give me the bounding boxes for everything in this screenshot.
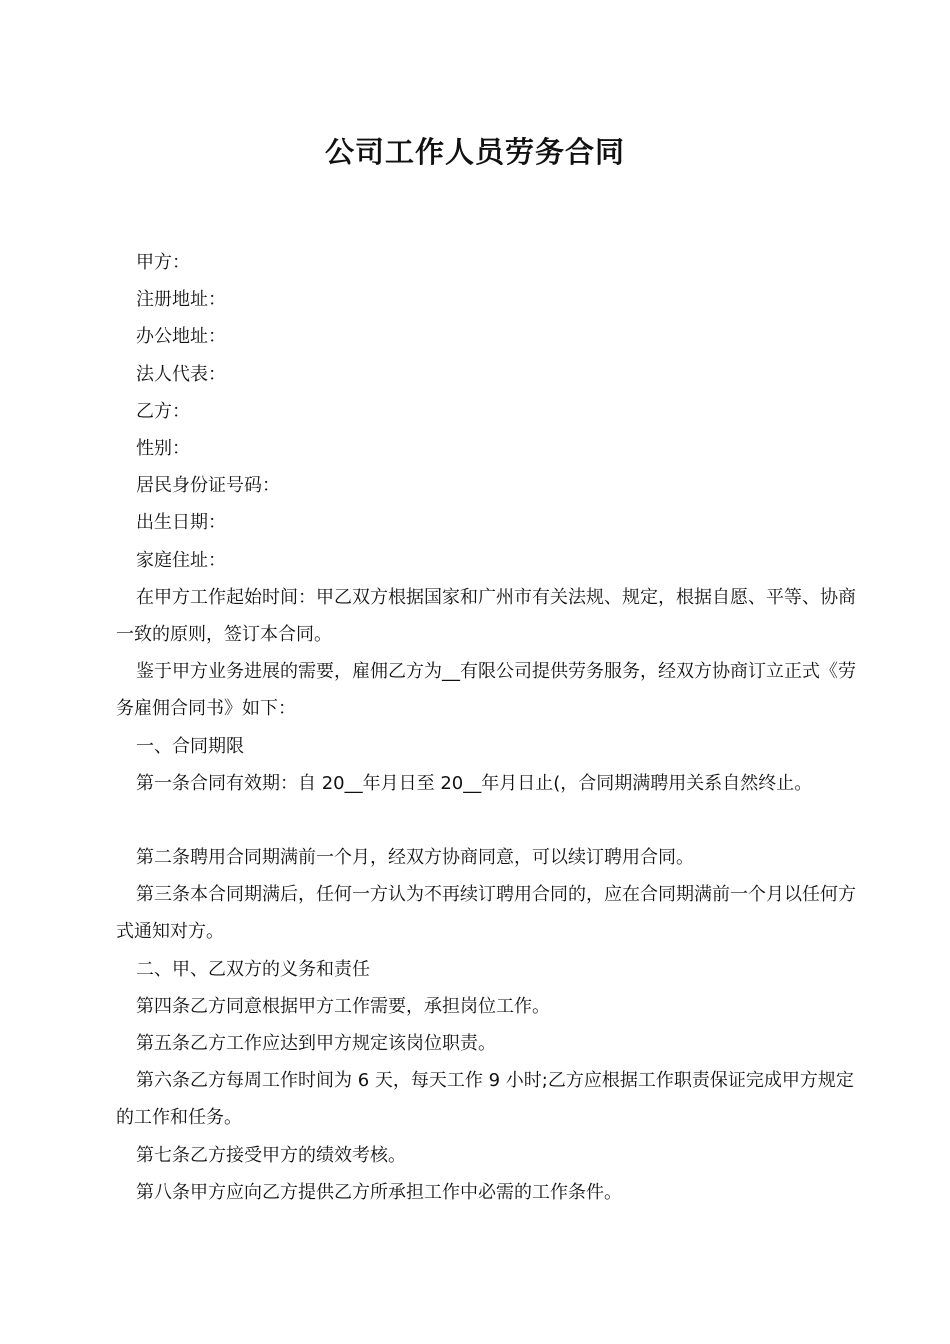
id-number-line: 居民身份证号码： <box>136 475 280 497</box>
home-address-line: 家庭住址： <box>136 549 226 571</box>
article-7: 第七条乙方接受甲方的绩效考核。 <box>136 1144 406 1166</box>
registered-address-line: 注册地址： <box>136 289 226 311</box>
article-4: 第四条乙方同意根据甲方工作需要，承担岗位工作。 <box>136 995 550 1017</box>
document-body <box>116 244 856 1211</box>
document-title: 公司工作人员劳务合同 <box>324 135 625 169</box>
preamble-paragraph: 鉴于甲方业务进展的需要，雇佣乙方为__有限公司提供劳务服务，经双方协商订立正式《劳务雇佣合同书》如下： <box>116 661 856 720</box>
article-3: 第三条本合同期满后，任何一方认为不再续订聘用合同的，应在合同期满前一个月以任何方式通知对方。 <box>116 884 856 943</box>
start-time-paragraph: 在甲方工作起始时间：甲乙双方根据国家和广州市有关法规、规定，根据自愿、平等、协商一致的原则，签订本合同。 <box>116 586 856 646</box>
legal-representative-line: 法人代表： <box>136 363 226 385</box>
article-5: 第五条乙方工作应达到甲方规定该岗位职责。 <box>136 1033 496 1055</box>
party-a-line: 甲方： <box>136 252 190 273</box>
birth-date-line: 出生日期： <box>136 512 226 534</box>
article-2: 第二条聘用合同期满前一个月，经双方协商同意，可以续订聘用合同。 <box>136 847 694 869</box>
article-8: 第八条甲方应向乙方提供乙方所承担工作中必需的工作条件。 <box>136 1181 622 1203</box>
section-heading-term: 一、合同期限 <box>136 735 244 757</box>
gender-line: 性别： <box>136 438 190 460</box>
office-address-line: 办公地址： <box>136 326 226 348</box>
article-1: 第一条合同有效期：自 20__年月日至 20__年月日止(，合同期满聘用关系自然终止。 <box>136 772 813 794</box>
paragraph-gap <box>116 802 856 839</box>
article-6: 第六条乙方每周工作时间为 6 天，每天工作 9 小时;乙方应根据工作职责保证完成甲方规定的工作和任务。 <box>116 1070 854 1129</box>
section-heading-duties: 二、甲、乙双方的义务和责任 <box>136 958 370 980</box>
party-b-line: 乙方： <box>136 400 190 422</box>
